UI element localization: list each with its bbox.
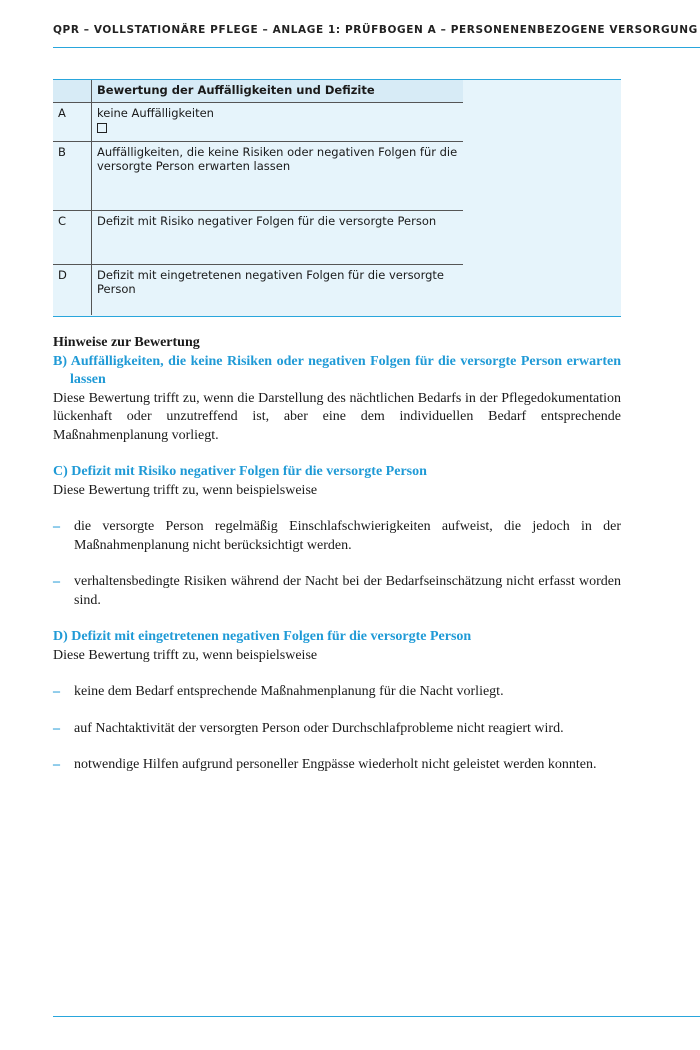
hints-title: Hinweise zur Bewertung	[53, 335, 200, 350]
header-divider	[53, 47, 700, 48]
dash-bullet: –	[53, 720, 60, 736]
section-c-intro: Diese Bewertung trifft zu, wenn beispielsweise	[53, 482, 318, 498]
list-item: – notwendige Hilfen aufgrund personeller Engpässe wiederholt nicht geleistet werden konnten.	[53, 756, 621, 775]
section-d-intro: Diese Bewertung trifft zu, wenn beispielsweise	[53, 647, 318, 663]
row-text: Defizit mit eingetretenen negativen Folgen für die versorgte Person	[97, 268, 445, 296]
row-key: A	[53, 103, 92, 142]
dash-bullet: –	[53, 684, 60, 699]
list-item: – verhaltensbedingte Risiken während der Nacht bei der Bedarfseinschätzung nicht erfasst worden sind.	[53, 574, 621, 608]
hints-section	[53, 334, 621, 775]
table-header-row	[53, 80, 463, 103]
list-item: – die versorgte Person regelmäßig Einschlafschwierigkeiten aufweist, die jedoch in der Maßnahmenplanung nicht berücksichtigt werden.	[53, 519, 621, 553]
row-text	[92, 103, 464, 142]
row-key: B	[53, 142, 92, 211]
table-row	[53, 265, 463, 316]
list-item: – auf Nachtaktivität der versorgten Person oder Durchschlafprobleme nicht reagiert wird.	[53, 720, 621, 739]
rating-table	[53, 80, 463, 315]
dash-bullet: –	[53, 574, 60, 589]
table-row	[53, 211, 463, 265]
dash-bullet: –	[53, 519, 60, 534]
page-header: QPR – VOLLSTATIONÄRE PFLEGE – ANLAGE 1: PRÜFBOGEN A – PERSONENENBEZOGENE VERSORGUNG	[53, 24, 698, 36]
row-text: Auffälligkeiten, die keine Risiken oder negativen Folgen für die versorgte Person erwarten lassen	[92, 142, 464, 211]
row-label: keine Auffälligkeiten	[97, 106, 214, 120]
table-header-key	[53, 80, 92, 103]
row-text: Defizit mit Risiko negativer Folgen für die versorgte Person	[92, 211, 464, 265]
section-b-text: Diese Bewertung trifft zu, wenn die Darstellung des nächtlichen Bedarfs in der Pflegedokumentation lückenhaft oder unzutreffend ist, aber eine dem individuellen Bedarf entsprechende Maßnahmenplanung vorliegt.	[53, 390, 621, 443]
list-item: – keine dem Bedarf entsprechende Maßnahmenplanung für die Nacht vorliegt.	[53, 683, 621, 702]
section-c-list	[53, 518, 621, 610]
section-b-heading: B) Auffälligkeiten, die keine Risiken oder negativen Folgen für die versorgte Person erwarten lassen	[53, 353, 621, 387]
rating-checkbox[interactable]	[97, 123, 107, 133]
row-key: D	[53, 265, 92, 316]
table-header-label: Bewertung der Auffälligkeiten und Defizite	[92, 80, 464, 103]
section-c-heading: C) Defizit mit Risiko negativer Folgen für die versorgte Person	[53, 464, 427, 479]
section-d-heading: D) Defizit mit eingetretenen negativen Folgen für die versorgte Person	[53, 629, 472, 644]
table-row	[53, 103, 463, 142]
footer-divider	[53, 1016, 700, 1017]
table-row	[53, 142, 463, 211]
rating-table-panel	[53, 79, 621, 317]
row-key: C	[53, 211, 92, 265]
section-d-list	[53, 683, 621, 775]
dash-bullet: –	[53, 757, 60, 772]
